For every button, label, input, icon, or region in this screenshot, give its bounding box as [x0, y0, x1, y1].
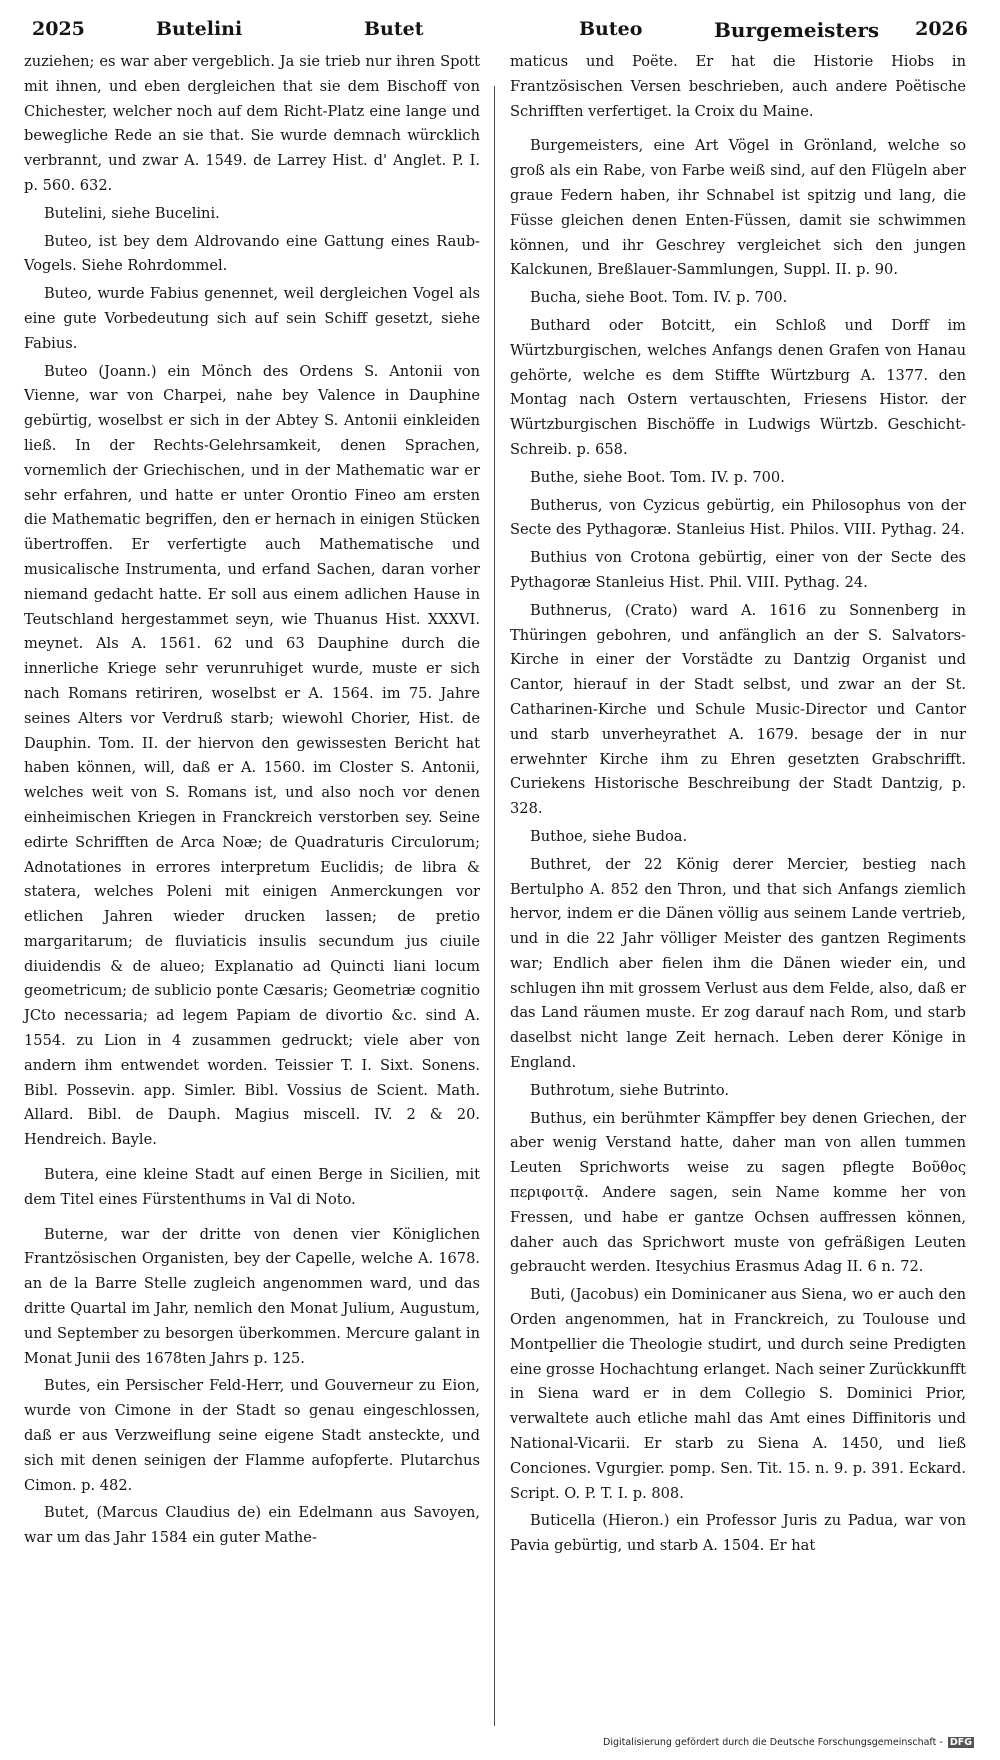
entry-paragraph: Buthret, der 22 König derer Mercier, bestieg nach Bertulpho A. 852 den Thron, und that sich Anfangs ziemlich hervor, indem er die Dänen völlig aus seinem Lande vertrieb, und in die 22 Jahr völliger Meister des gantzen Regiments war; Endlich aber fielen ihm die Dänen wieder ein, und schlugen ihn mit grossem Verlust aus dem Felde, also, daß er das Land räumen muste. Er zog darauf nach Rom, und starb daselbst nicht lange Zeit hernach. Leben derer Könige in England. [510, 855, 966, 1072]
page-header [24, 10, 972, 50]
entry-paragraph: Buthoe, siehe Budoa. [530, 827, 688, 845]
entry-paragraph: Buthrotum, siehe Butrinto. [530, 1081, 730, 1099]
digitization-credit [603, 1737, 974, 1748]
page-number-left: 2025 [32, 18, 85, 40]
catchword-left-first: Butelini [156, 18, 243, 40]
entry-paragraph: Buthus, ein berühmter Kämpffer bey denen Griechen, der aber wenig Verstand hatte, daher man von allen tummen Leuten Sprichworts weise zu sagen pflegte Βοῦθος περιφοιτᾷ. Andere sagen, sein Name komme her von Fressen, und habe er gantze Ochsen auffressen können, daher auch das Sprichwort muste von gefräßigen Leuten gebraucht werden. Itesychius Erasmus Adag II. 6 n. 72. [510, 1109, 966, 1276]
entry-paragraph: Butera, eine kleine Stadt auf einen Berge in Sicilien, mit dem Titel eines Fürstenthums in Val di Noto. [24, 1166, 480, 1208]
entry-paragraph: Buthard oder Botcitt, ein Schloß und Dorff im Würtzburgischen, welches Anfangs denen Grafen von Hanau gehörte, welche es dem Stiffte Würtzburg A. 1377. den Montag nach Ostern vertauschten, Friesens Histor. der Würtzburgischen Bischöffe in Ludwigs Würtzb. Geschicht-Schreib. p. 658. [510, 316, 966, 458]
catchword-right-last: Burgemeisters [714, 18, 880, 42]
entry-paragraph: Butelini, siehe Bucelini. [44, 204, 220, 222]
dfg-logo: DFG [949, 1737, 972, 1748]
entry-paragraph: Butet, (Marcus Claudius de) ein Edelmann aus Savoyen, war um das Jahr 1584 ein guter Mathe- [24, 1504, 480, 1547]
entry-paragraph: Buteo, ist bey dem Aldrovando eine Gattung eines Raub-Vogels. Siehe Rohrdommel. [24, 232, 480, 275]
entry-paragraph: Buthnerus, (Crato) ward A. 1616 zu Sonnenberg in Thüringen gebohren, und anfänglich an der S. Salvators-Kirche in einer der Vorstädte zu Dantzig Organist und Cantor, hierauf in der Stadt selbst, und zwar an der St. Catharinen-Kirche und Schule Music-Director und Cantor und starb unverheyrathet A. 1679. besage der in nur erwehnter Kirche ihm zu Ehren gesetzten Grabschrifft. Curiekens Historische Beschreibung der Stadt Dantzig, p. 328. [510, 601, 966, 818]
entry-paragraph: Buticella (Hieron.) ein Professor Juris zu Padua, war von Pavia gebürtig, und starb A. 1504. Er hat [510, 1512, 966, 1555]
entry-paragraph: Butherus, von Cyzicus gebürtig, ein Philosophus von der Secte des Pythagoræ. Stanleius Hist. Philos. VIII. Pythag. 24. [510, 496, 966, 539]
entry-paragraph: Buti, (Jacobus) ein Dominicaner aus Siena, wo er auch den Orden angenommen, hat in Franckreich, zu Toulouse und Montpellier die Theologie studirt, und durch seine Predigten eine grosse Hochachtung erlanget. Nach seiner Zurückkunfft in Siena ward er in dem Collegio S. Dominici Prior, verwaltete auch etliche mahl das Amt eines Diffinitoris und National-Vicarii. Er starb zu Siena A. 1450, und ließ Conciones. Vgurgier. pomp. Sen. Tit. 15. n. 9. p. 391. Eckard. Script. O. P. T. I. p. 808. [510, 1286, 966, 1502]
catchword-left-last: Butet [364, 18, 424, 40]
entry-paragraph: Butes, ein Persischer Feld-Herr, und Gouverneur zu Eion, wurde von Cimone in der Stadt so genau eingeschlossen, daß er aus Verzweiflung seine eigene Stadt ansteckte, und sich mit denen seinigen der Flamme aufopferte. Plutarchus Cimon. p. 482. [24, 1377, 480, 1494]
entry-paragraph: Buthius von Crotona gebürtig, einer von der Secte des Pythagoræ Stanleius Hist. Phil. VIII. Pythag. 24. [510, 549, 966, 591]
entry-paragraph: Buterne, war der dritte von denen vier Königlichen Frantzösischen Organisten, bey der Capelle, welche A. 1678. an de la Barre Stelle zugleich angenommen ward, und das dritte Quartal im Jahr, nemlich den Monat Julium, Augustum, und September zu besorgen überkommen. Mercure galant in Monat Junii des 1678ten Jahrs p. 125. [24, 1225, 480, 1367]
entry-paragraph: Burgemeisters, eine Art Vögel in Grönland, welche so groß als ein Rabe, von Farbe weiß sind, auf den Flügeln aber graue Federn haben, ihr Schnabel ist spitzig und lang, die Füsse gleichen denen Enten-Füssen, damit sie schwimmen können, und ihr Geschrey vergleichet sich den jungen Kalckunen, Breßlauer-Sammlungen, Suppl. II. p. 90. [510, 137, 966, 279]
entry-paragraph: zuziehen; es war aber vergeblich. Ja sie trieb nur ihren Spott mit ihnen, und eben dergleichen that sie dem Bischoff von Chichester, welcher noch auf dem Richt-Platz eine lange und bewegliche Rede an sie that. Sie wurde demnach würcklich verbrannt, und zwar A. 1549. de Larrey Hist. d' Anglet. P. I. p. 560. 632. [24, 53, 480, 194]
entry-paragraph: maticus und Poëte. Er hat die Historie Hiobs in Frantzösischen Versen beschrieben, auch andere Poëtische Schrifften verfertiget. la Croix du Maine. [510, 53, 966, 120]
entry-paragraph: Buthe, siehe Boot. Tom. IV. p. 700. [530, 468, 785, 486]
page-number-right: 2026 [915, 18, 968, 40]
entry-paragraph: Bucha, siehe Boot. Tom. IV. p. 700. [530, 289, 788, 307]
footer-credit-text: Digitalisierung gefördert durch die Deutsche Forschungsgemeinschaft - [603, 1737, 943, 1748]
entry-paragraph: Buteo (Joann.) ein Mönch des Ordens S. Antonii von Vienne, war von Charpei, nahe bey Valence in Dauphine gebürtig, woselbst er sich in der Abtey S. Antonii einkleiden ließ. In der Rechts-Gelehrsamkeit, denen Sprachen, vornemlich der Griechischen, und in der Mathematic war er sehr erfahren, und hatte er unter Orontio Fineo am ersten die Mathematic begriffen, den er hernach in einigen Stücken übertroffen. Er verfertigte auch Mathematische und musicalische Instrumenta, und erfand Sachen, daran vorher niemand gedacht hatte. Er soll aus einem adlichen Hause in Teutschland hergestammet seyn, wie Thuanus Hist. XXXVI. meynet. Als A. 1561. 62 und 63 Dauphine durch die innerliche Kriege sehr verunruhiget wurde, muste er sich nach Romans retiriren, woselbst er A. 1564. im 75. Jahre seines Alters vor Verdruß starb; wiewohl Chorier, Hist. de Dauphin. Tom. II. der hiervon den gewissesten Bericht hat haben können, will, daß er A. 1560. im Closter S. Antonii, welches weit von S. Romans ist, und also noch vor denen einheimischen Kriegen in Franckreich verstorben sey. Seine edirte Schrifften de Arca Noæ; de Quadraturis Circulorum; Adnotationes in errores interpretum Euclidis; de libra & statera, welches Poleni mit einigen Anmerckungen vor etlichen Jahren wieder drucken lassen; de pretio margaritarum; de fluviaticis insulis secundum jus ciuile diuidendis & de alueo; Explanatio ad Quincti liani locum geometricum; de sublicio ponte Cæsaris; Geometriæ cognitio JCto necessaria; ad legem Papiam de divortio &c. sind A. 1554. zu Lion in 4 zusammen gedruckt; viele aber von andern ihm entwendet worden. Teissier T. I. Sixt. Sonens. Bibl. Possevin. app. Simler. Bibl. Vossius de Scient. Math. Allard. Bibl. de Dauph. Magius miscell. IV. 2 & 20. Hendreich. Bayle. [24, 362, 480, 1149]
column-divider [494, 86, 495, 1726]
entry-paragraph: Buteo, wurde Fabius genennet, weil dergleichen Vogel als eine gute Vorbedeutung sich auf sein Schiff gesetzt, siehe Fabius. [24, 285, 480, 352]
dictionary-page [24, 10, 972, 1732]
right-column [510, 50, 966, 1562]
left-column [24, 50, 480, 1554]
catchword-right-first: Buteo [579, 18, 643, 40]
